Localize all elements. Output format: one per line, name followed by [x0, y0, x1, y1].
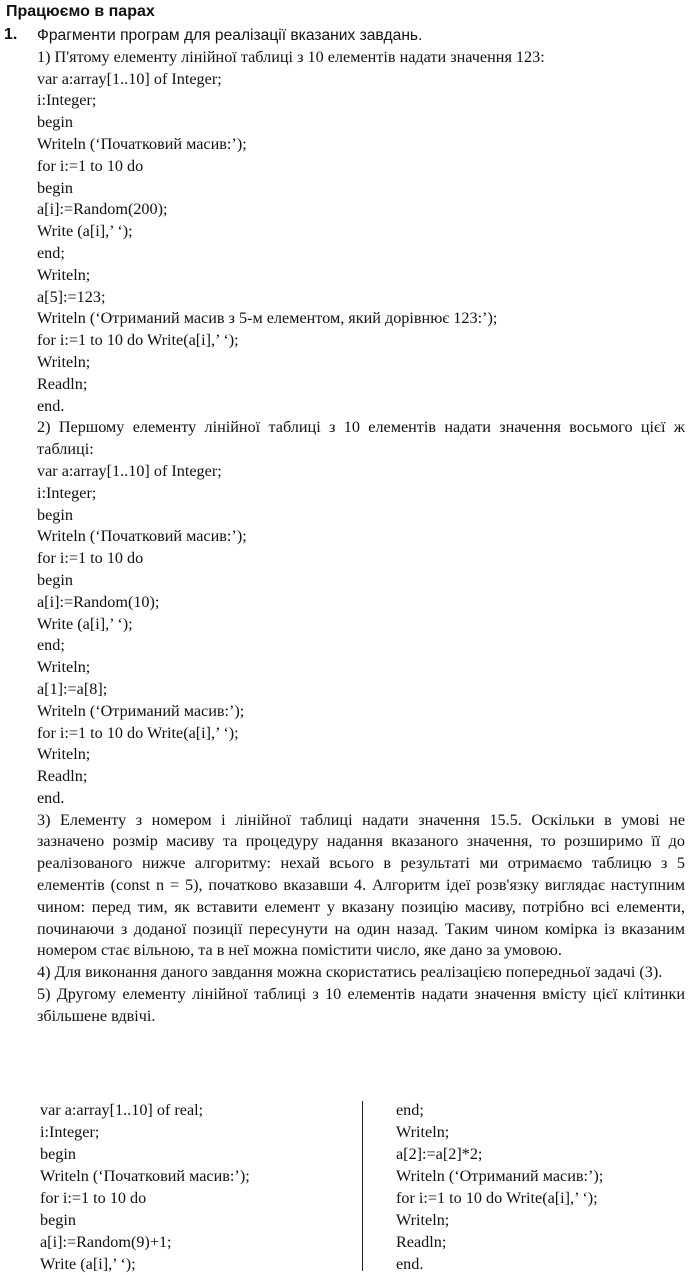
code-line: Writeln (‘Початковий масив:’);	[40, 1167, 250, 1185]
code-line: Writeln (‘Отриманий масив:’);	[396, 1167, 604, 1185]
column-divider	[362, 1101, 363, 1271]
code-line: a[2]:=a[2]*2;	[396, 1145, 483, 1163]
code-line: Writeln (‘Початковий масив:’);	[37, 527, 247, 546]
code-line: end;	[37, 243, 65, 262]
code-line: for i:=1 to 10 do Write(a[i],’ ‘);	[37, 723, 239, 742]
subtask-2-heading: 2) Першому елементу лінійної таблиці з 10 елементів надати значення восьмого цієї ж таблиці:	[37, 418, 685, 459]
code-line: begin	[37, 178, 73, 197]
subtask-5-text: 5) Другому елементу лінійної таблиці з 10 елементів надати значення вмісту цієї клітинки збільшене вдвічі.	[37, 985, 685, 1025]
code-line: end;	[396, 1101, 424, 1119]
code-line: for i:=1 to 10 do	[37, 549, 144, 568]
code-line: Writeln;	[396, 1211, 450, 1229]
code-line: var a:array[1..10] of real;	[40, 1101, 204, 1119]
code-line: Write (a[i],’ ‘);	[40, 1255, 136, 1273]
code-line: i:Integer;	[40, 1123, 100, 1141]
code-line: i:Integer;	[37, 483, 97, 502]
code-line: Writeln;	[37, 265, 91, 284]
code-line: Writeln (‘Початковий масив:’);	[37, 134, 247, 153]
code-line: Writeln (‘Отриманий масив з 5-м елементом, який дорівнює 123:’);	[37, 309, 498, 328]
code-line: begin	[37, 113, 73, 132]
code-line: Write (a[i],’ ‘);	[37, 222, 133, 241]
code-line: end.	[37, 396, 65, 415]
section-title: Працюємо в парах	[6, 3, 155, 20]
subtask-1-heading: 1) П'ятому елементу лінійної таблиці з 10 елементів надати значення 123:	[37, 47, 545, 66]
code-line: Writeln;	[37, 745, 91, 764]
code-column-left	[40, 1099, 360, 1275]
task-intro: Фрагменти програм для реалізації вказаних завдань.	[37, 27, 423, 44]
code-line: a[5]:=123;	[37, 287, 106, 306]
code-line: a[1]:=a[8];	[37, 679, 108, 698]
code-line: begin	[40, 1211, 76, 1229]
code-line: var a:array[1..10] of Integer;	[37, 461, 222, 480]
code-line: Writeln;	[37, 658, 91, 677]
code-line: begin	[37, 505, 73, 524]
code-line: for i:=1 to 10 do	[40, 1189, 147, 1207]
code-line: end.	[396, 1255, 424, 1273]
code-line: a[i]:=Random(9)+1;	[40, 1233, 172, 1251]
task-number: 1.	[4, 26, 18, 43]
code-column-right	[396, 1099, 686, 1275]
code-two-columns	[40, 1099, 685, 1274]
code-line: Writeln;	[37, 352, 91, 371]
code-line: Writeln;	[396, 1123, 450, 1141]
code-line: Readln;	[396, 1233, 447, 1251]
subtask-3-text: 3) Елементу з номером і лінійної таблиці надати значення 15.5. Оскільки в умові не зазначено розмір масиву та процедуру надання вказаного значення, то розширимо її до реалізованого нижче алгоритму: нехай всього в результаті ми отримаємо таблицю з 5 елементів (const n = 5), початково вказавши 4. Алгоритм ідеї розв'язку виглядає наступним чином: перед тим, як вставити елемент у вказану позицію масиву, потрібно всі елементи, починаючи з доданої позиції пересунути на один назад. Таким чином комірка із вказаним номером стає вільною, та в неї можна помістити число, яке дано за умовою.	[37, 810, 685, 960]
code-line: i:Integer;	[37, 91, 97, 110]
code-line: end.	[37, 788, 65, 807]
code-line: a[i]:=Random(10);	[37, 592, 160, 611]
code-line: for i:=1 to 10 do Write(a[i],’ ‘);	[396, 1189, 598, 1207]
code-line: begin	[37, 570, 73, 589]
task-content	[37, 25, 685, 1028]
code-line: Readln;	[37, 374, 88, 393]
code-line: a[i]:=Random(200);	[37, 200, 168, 219]
code-line: for i:=1 to 10 do	[37, 156, 144, 175]
code-line: Readln;	[37, 767, 88, 786]
code-line: Write (a[i],’ ‘);	[37, 614, 133, 633]
code-line: Writeln (‘Отриманий масив:’);	[37, 701, 245, 720]
code-line: var a:array[1..10] of Integer;	[37, 69, 222, 88]
code-line: begin	[40, 1145, 76, 1163]
code-line: for i:=1 to 10 do Write(a[i],’ ‘);	[37, 331, 239, 350]
subtask-4-text: 4) Для виконання даного завдання можна скористатись реалізацією попередньої задачі (3).	[37, 963, 663, 982]
code-line: end;	[37, 636, 65, 655]
